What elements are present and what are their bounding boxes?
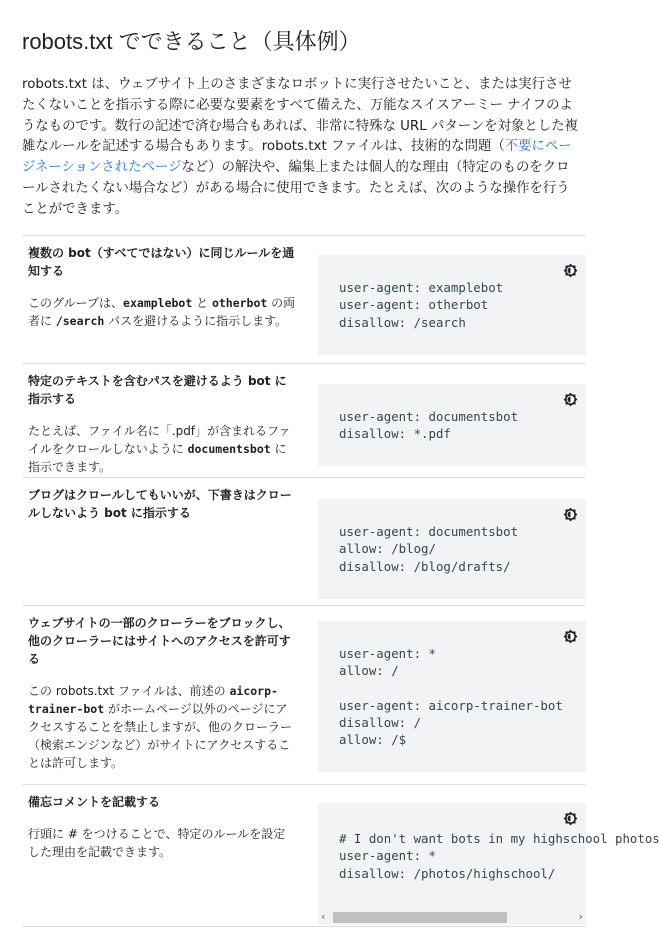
examples-table — [22, 235, 660, 927]
code-cell — [310, 478, 586, 606]
inline-code: documentsbot — [187, 442, 271, 456]
code-cell — [310, 236, 586, 364]
brightness-settings-icon[interactable] — [562, 506, 578, 522]
inline-code: otherbot — [211, 296, 268, 310]
example-description — [22, 478, 310, 606]
body-text: たとえば、ファイル名に「.pdf」が含まれるファイルをクロールしないように — [28, 424, 291, 456]
code-text: # I don't want bots in my highschool photos user-agent: * disallow: /photos/highschool/ — [339, 831, 660, 881]
page-title: robots.txt でできること（具体例） — [22, 29, 361, 54]
code-cell — [310, 364, 586, 478]
example-description — [22, 785, 310, 927]
scroll-right-icon[interactable]: › — [578, 910, 583, 923]
code-text: user-agent: * allow: / user-agent: aicorp-trainer-bot disallow: / allow: /$ — [339, 646, 563, 748]
example-heading: ウェブサイトの一部のクローラーをブロックし、他のクローラーにはサイトへのアクセスを許可する — [28, 616, 291, 666]
example-row — [22, 785, 586, 927]
code-cell — [310, 606, 586, 785]
horizontal-scrollbar[interactable] — [318, 909, 586, 925]
inline-code: aicorp-trainer-bot — [28, 684, 278, 716]
code-text: user-agent: documentsbot allow: /blog/ disallow: /blog/drafts/ — [339, 524, 519, 574]
example-body — [28, 294, 296, 330]
example-row — [22, 364, 586, 478]
example-row — [22, 236, 586, 364]
example-body — [28, 825, 296, 861]
example-description — [22, 364, 310, 478]
body-text: このグループは、 — [28, 296, 124, 310]
intro-text-before-link: robots.txt は、ウェブサイト上のさまざまなロボットに実行させたいこと、または実行させたくないことを指示する際に必要な要素をすべて備えた、万能なスイスアーミー ナイフのようなものです。数行の記述で済む場合もあれば、非常に特殊な URL パターンを対象とした複雑なルールを記述する場合もあります。robots.txt ファイルは、技術的な問題（ — [22, 77, 578, 155]
body-text: と — [192, 296, 212, 310]
body-text: がホームページ以外のページにアクセスすることを禁止しますが、他のクローラー（検索エンジンなど）がサイトにアクセスすることは許可します。 — [28, 702, 293, 770]
brightness-settings-icon[interactable] — [562, 810, 578, 826]
code-block[interactable] — [318, 255, 586, 355]
example-description — [22, 236, 310, 364]
scroll-left-icon[interactable]: ‹ — [321, 910, 326, 923]
inline-code: /search — [55, 314, 105, 328]
example-heading: 備忘コメントを記載する — [28, 795, 161, 809]
example-heading: 特定のテキストを含むパスを避けるよう bot に指示する — [28, 374, 287, 406]
inline-code: examplebot — [123, 296, 193, 310]
example-body — [28, 682, 296, 772]
code-cell — [310, 785, 660, 927]
brightness-settings-icon[interactable] — [562, 262, 578, 278]
brightness-settings-icon[interactable] — [562, 628, 578, 644]
example-heading: ブログはクロールしてもいいが、下書きはクロールしないよう bot に指示する — [28, 488, 292, 520]
code-block[interactable] — [318, 499, 586, 599]
body-text: パスを避けるように指示します。 — [104, 314, 288, 328]
intro-text-after-link: など）の解決や、編集上または個人的な理由（特定のものをクロールされたくない場合など）がある場合に使用できます。たとえば、次のような操作を行うことができます。 — [22, 160, 570, 217]
example-body — [28, 422, 296, 476]
body-text: 行頭に # をつけることで、特定のルールを設定した理由を記載できます。 — [28, 827, 286, 859]
body-text: に指示できます。 — [28, 442, 287, 474]
code-text: user-agent: examplebot user-agent: otherbot disallow: /search — [339, 280, 504, 330]
example-heading: 複数の bot（すべてではない）に同じルールを通知する — [28, 246, 295, 278]
body-text: の両者に — [28, 296, 296, 328]
code-block[interactable] — [318, 803, 660, 925]
intro-paragraph — [22, 75, 578, 235]
pagination-link[interactable]: 不要にページネーションされたページ — [22, 139, 572, 176]
code-block[interactable] — [318, 384, 586, 466]
brightness-settings-icon[interactable] — [562, 391, 578, 407]
example-row — [22, 606, 586, 785]
code-block[interactable] — [318, 621, 586, 772]
example-row — [22, 478, 586, 606]
scroll-thumb[interactable] — [333, 912, 507, 923]
code-text: user-agent: documentsbot disallow: *.pdf — [339, 409, 519, 442]
example-description — [22, 606, 310, 785]
body-text: この robots.txt ファイルは、前述の — [28, 684, 230, 698]
